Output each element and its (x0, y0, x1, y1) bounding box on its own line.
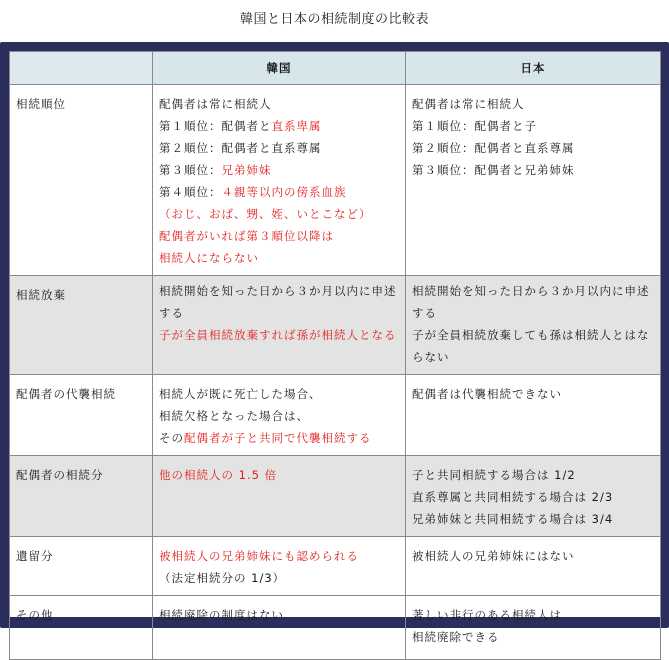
comparison-table (9, 51, 661, 660)
cell-line: （法定相続分の 1/3） (159, 571, 286, 585)
korea-cell (153, 276, 406, 375)
japan-cell (406, 276, 661, 375)
table-header-row (10, 52, 661, 85)
cell-line: 相続人が既に死亡した場合、 (159, 387, 322, 401)
cell-line: 第３順位：兄弟姉妹 (159, 163, 272, 177)
cell-line: 直系尊属と共同相続する場合は 2/3 (412, 490, 614, 504)
cell-line: 相続欠格となった場合は、 (159, 409, 309, 423)
table-frame-inner (9, 51, 660, 644)
japan-cell (406, 537, 661, 596)
row-label: 相続順位 (10, 85, 153, 276)
cell-line: （おじ、おば、甥、姪、いとこなど） (159, 207, 372, 221)
cell-line: 他の相続人の 1.5 倍 (159, 468, 278, 482)
cell-line: 相続廃除の制度はない (159, 608, 284, 622)
header-korea: 韓国 (153, 52, 406, 85)
table-row (10, 375, 661, 456)
japan-cell (406, 85, 661, 276)
korea-cell (153, 537, 406, 596)
cell-line: 相続人にならない (159, 251, 259, 265)
header-corner (10, 52, 153, 85)
row-label: 配偶者の代襲相続 (10, 375, 153, 456)
cell-line: その配偶者が子と共同で代襲相続する (159, 431, 372, 445)
cell-line: 第２順位：配偶者と直系尊属 (159, 141, 322, 155)
cell-line: 第１順位：配偶者と直系卑属 (159, 119, 322, 133)
cell-line: 著しい非行のある相続人は (412, 608, 562, 622)
cell-line: 第１順位：配偶者と子 (412, 119, 537, 133)
row-label: その他 (10, 596, 153, 660)
cell-line: 子と共同相続する場合は 1/2 (412, 468, 576, 482)
cell-line: 子が全員相続放棄すれば孫が相続人となる (159, 328, 397, 342)
cell-line: 第３順位：配偶者と兄弟姉妹 (412, 163, 575, 177)
row-label: 遺留分 (10, 537, 153, 596)
page-title: 韓国と日本の相続制度の比較表 (239, 12, 429, 27)
japan-cell (406, 375, 661, 456)
cell-line: 配偶者は常に相続人 (159, 97, 272, 111)
cell-line: 配偶者がいれば第３順位以降は (159, 229, 334, 243)
cell-line: 第４順位：４親等以内の傍系血族 (159, 185, 347, 199)
cell-line: 兄弟姉妹と共同相続する場合は 3/4 (412, 512, 614, 526)
row-label: 相続放棄 (10, 276, 153, 375)
korea-cell (153, 375, 406, 456)
japan-cell (406, 456, 661, 537)
korea-cell (153, 456, 406, 537)
cell-line: 相続開始を知った日から３か月以内に申述する (412, 284, 650, 320)
table-frame (0, 42, 669, 644)
table-row (10, 456, 661, 537)
korea-cell (153, 85, 406, 276)
cell-line: 第２順位：配偶者と直系尊属 (412, 141, 575, 155)
cell-line: 被相続人の兄弟姉妹にはない (412, 549, 575, 563)
table-row (10, 276, 661, 375)
cell-line: 配偶者は常に相続人 (412, 97, 525, 111)
cell-line: 相続開始を知った日から３か月以内に申述する (159, 284, 397, 320)
cell-line: 被相続人の兄弟姉妹にも認められる (159, 549, 359, 563)
table-row (10, 537, 661, 596)
row-label: 配偶者の相続分 (10, 456, 153, 537)
header-japan: 日本 (406, 52, 661, 85)
table-row (10, 85, 661, 276)
cell-line: 子が全員相続放棄しても孫は相続人とはならない (412, 328, 650, 364)
cell-line: 配偶者は代襲相続できない (412, 387, 562, 401)
cell-line: 相続廃除できる (412, 630, 500, 644)
